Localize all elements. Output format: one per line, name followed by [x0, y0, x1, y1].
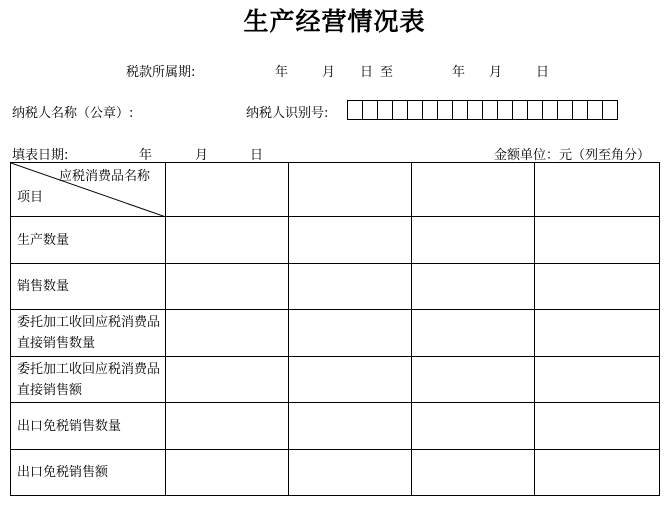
value-cell[interactable] [535, 357, 660, 403]
fill-date-label: 填表日期: [12, 148, 69, 163]
fill-date-year: 年 [139, 148, 153, 163]
taxpayer-id-digit-box[interactable] [392, 100, 408, 120]
value-cell[interactable] [412, 264, 535, 310]
tax-period-label: 税款所属期: [126, 65, 196, 80]
value-cell[interactable] [166, 357, 289, 403]
row-label: 销售数量 [11, 264, 166, 310]
taxpayer-id-digit-box[interactable] [557, 100, 573, 120]
value-cell[interactable] [289, 403, 412, 450]
taxpayer-name-label: 纳税人名称（公章）: [12, 106, 134, 121]
taxpayer-id-digit-box[interactable] [512, 100, 528, 120]
value-cell[interactable] [412, 403, 535, 450]
taxpayer-id-digit-box[interactable] [347, 100, 363, 120]
fill-date-day: 日 [250, 148, 264, 163]
taxpayer-id-digit-box[interactable] [407, 100, 423, 120]
value-cell[interactable] [535, 403, 660, 450]
header-product-name: 应税消费品名称 [59, 169, 151, 184]
page-title: 生产经营情况表 [243, 7, 426, 36]
value-cell[interactable] [289, 310, 412, 357]
value-cell[interactable] [289, 450, 412, 496]
value-cell[interactable] [166, 217, 289, 264]
taxpayer-id-digit-box[interactable] [422, 100, 438, 120]
product-column-cell[interactable] [535, 163, 660, 217]
taxpayer-id-digit-box[interactable] [437, 100, 453, 120]
production-table [10, 162, 660, 496]
taxpayer-id-digit-box[interactable] [452, 100, 468, 120]
value-cell[interactable] [412, 357, 535, 403]
value-cell[interactable] [535, 264, 660, 310]
taxpayer-id-label: 纳税人识别号: [246, 106, 329, 121]
period-end-year: 年 [452, 65, 466, 80]
taxpayer-id-digit-box[interactable] [587, 100, 603, 120]
value-cell[interactable] [412, 217, 535, 264]
taxpayer-id-digit-box[interactable] [497, 100, 513, 120]
value-cell[interactable] [166, 310, 289, 357]
taxpayer-id-digit-box[interactable] [572, 100, 588, 120]
value-cell[interactable] [535, 217, 660, 264]
period-to: 至 [380, 65, 394, 80]
period-start-day: 日 [360, 65, 374, 80]
period-start-month: 月 [322, 65, 336, 80]
table-row [11, 217, 660, 264]
taxpayer-id-digit-box[interactable] [527, 100, 543, 120]
taxpayer-id-digit-box[interactable] [542, 100, 558, 120]
taxpayer-id-digit-box[interactable] [377, 100, 393, 120]
value-cell[interactable] [166, 450, 289, 496]
table-row [11, 403, 660, 450]
taxpayer-id-digit-box[interactable] [482, 100, 498, 120]
row-label: 委托加工收回应税消费品直接销售数量 [11, 310, 166, 357]
row-label: 生产数量 [11, 217, 166, 264]
value-cell[interactable] [289, 217, 412, 264]
header-item: 项目 [17, 190, 44, 205]
period-end-month: 月 [489, 65, 503, 80]
header-diagonal-cell [11, 163, 166, 217]
table-row [11, 310, 660, 357]
product-column-cell[interactable] [412, 163, 535, 217]
row-label: 委托加工收回应税消费品直接销售额 [11, 357, 166, 403]
value-cell[interactable] [166, 403, 289, 450]
row-label: 出口免税销售数量 [11, 403, 166, 450]
taxpayer-id-digit-box[interactable] [467, 100, 483, 120]
row-label: 出口免税销售额 [11, 450, 166, 496]
table-row [11, 450, 660, 496]
product-column-cell[interactable] [289, 163, 412, 217]
table-row [11, 264, 660, 310]
value-cell[interactable] [535, 310, 660, 357]
table-header-row [11, 163, 660, 217]
value-cell[interactable] [412, 310, 535, 357]
value-cell[interactable] [289, 357, 412, 403]
value-cell[interactable] [166, 264, 289, 310]
taxpayer-id-digit-box[interactable] [362, 100, 378, 120]
amount-unit: 金额单位：元（列至角分） [494, 148, 651, 163]
value-cell[interactable] [289, 264, 412, 310]
product-column-cell[interactable] [166, 163, 289, 217]
value-cell[interactable] [412, 450, 535, 496]
taxpayer-id-boxes[interactable] [347, 100, 618, 120]
fill-date-month: 月 [195, 148, 209, 163]
table-row [11, 357, 660, 403]
period-start-year: 年 [275, 65, 289, 80]
taxpayer-id-digit-box[interactable] [602, 100, 618, 120]
value-cell[interactable] [535, 450, 660, 496]
period-end-day: 日 [536, 65, 550, 80]
